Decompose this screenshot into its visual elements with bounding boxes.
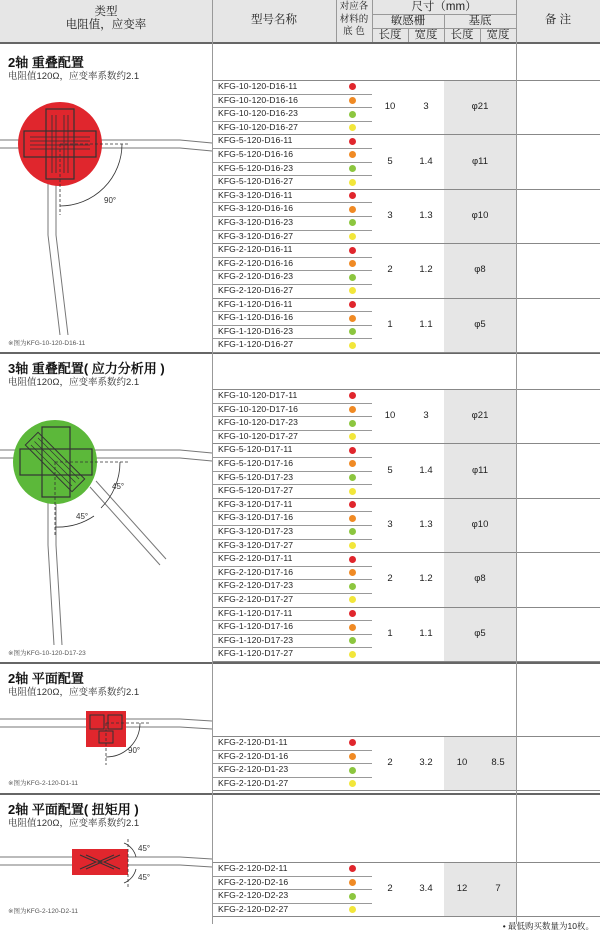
group-divider: [212, 916, 600, 917]
group-divider: [212, 498, 600, 499]
material-color-dot: [349, 315, 356, 322]
material-color-dot: [349, 301, 356, 308]
size-header: 尺寸（mm）: [411, 1, 477, 13]
material-color-dot: [349, 328, 356, 335]
material-color-dot: [349, 515, 356, 522]
grid-width: 1.4: [419, 464, 433, 476]
model-name: KFG-2-120-D17-11: [218, 553, 293, 564]
material-color-dot: [349, 274, 356, 281]
material-color-dot: [349, 138, 356, 145]
base-diameter: φ10: [471, 210, 489, 221]
model-name: KFG-2-120-D1-23: [218, 764, 289, 775]
section-divider: [0, 662, 600, 664]
grid-width: 1.2: [419, 264, 433, 276]
grid-length: 10: [384, 101, 396, 113]
model-name: KFG-10-120-D17-11: [218, 390, 298, 400]
grid-width: 1.1: [419, 318, 433, 330]
group-divider: [212, 80, 600, 81]
model-name: KFG-10-120-D17-27: [218, 430, 299, 441]
model-name: KFG-3-120-D17-27: [218, 539, 294, 550]
model-name: KFG-5-120-D17-11: [218, 444, 293, 455]
model-name: KFG-3-120-D16-11: [218, 189, 293, 200]
base-length-header: 长度: [450, 29, 474, 41]
base-diameter: φ21: [471, 410, 489, 422]
material-header-line1: 对应各: [339, 1, 369, 12]
material-color-dot: [349, 287, 356, 294]
group-divider: [212, 134, 600, 135]
material-color-dot: [349, 111, 356, 118]
model-name: KFG-1-120-D17-23: [218, 634, 294, 645]
base-diameter: φ21: [471, 101, 489, 113]
model-name: KFG-10-120-D16-11: [218, 81, 298, 91]
material-header-line2: 材料的: [339, 13, 369, 25]
material-color-dot: [349, 906, 356, 913]
material-color-dot: [349, 83, 356, 90]
material-color-dot: [349, 624, 356, 631]
model-name: KFG-2-120-D2-23: [218, 890, 289, 901]
group-divider: [212, 552, 600, 553]
base-width: 7: [495, 883, 501, 895]
type-header: [0, 6, 212, 32]
group-divider: [212, 443, 600, 444]
material-color-dot: [349, 460, 356, 467]
model-name: KFG-3-120-D17-16: [218, 512, 294, 523]
section-subtitle: 电阻值120Ω，应变率系数约2.1: [8, 818, 140, 829]
material-color-dot: [349, 124, 356, 131]
model-name: KFG-3-120-D16-27: [218, 230, 294, 241]
model-name: KFG-2-120-D16-16: [218, 257, 294, 268]
group-divider: [212, 661, 600, 662]
model-name: KFG-2-120-D16-27: [218, 285, 294, 295]
model-name: KFG-1-120-D17-11: [218, 607, 293, 618]
material-color-dot: [349, 610, 356, 617]
grid-length: 1: [387, 627, 393, 639]
angle-label: 45°: [138, 844, 151, 853]
grid-width: 1.4: [419, 155, 433, 167]
material-color-dot: [349, 219, 356, 226]
model-name: KFG-10-120-D17-16: [218, 403, 299, 414]
model-name: KFG-1-120-D16-16: [218, 312, 294, 323]
material-color-dot: [349, 865, 356, 872]
model-name: KFG-2-120-D2-16: [218, 876, 289, 887]
group-divider: [212, 352, 600, 353]
group-divider: [212, 736, 600, 737]
model-name: KFG-3-120-D16-16: [218, 203, 294, 214]
material-color-dot: [349, 260, 356, 267]
model-name: KFG-10-120-D16-27: [218, 121, 299, 132]
angle-label: 45°: [138, 873, 151, 882]
model-name: KFG-2-120-D16-23: [218, 271, 294, 282]
material-color-dot: [349, 192, 356, 199]
material-color-dot: [349, 879, 356, 886]
grid-width: 3: [423, 101, 429, 113]
section-title: 2轴 重叠配置: [8, 55, 84, 70]
grid-header: 敏感栅: [390, 15, 426, 27]
group-divider: [212, 862, 600, 863]
grid-length: 2: [387, 264, 393, 276]
two-axis-planar-figure: [0, 705, 212, 775]
model-name: KFG-5-120-D17-23: [218, 471, 294, 482]
type-header-line1: 类型: [94, 6, 118, 18]
material-color-dot: [349, 542, 356, 549]
model-name: KFG-10-120-D17-23: [218, 417, 299, 428]
grid-length: 2: [387, 757, 393, 769]
model-name: KFG-5-120-D16-23: [218, 162, 294, 173]
section-subtitle: 电阻值120Ω，应变率系数约2.1: [8, 377, 140, 388]
material-color-dot: [349, 342, 356, 349]
group-divider: [212, 790, 600, 791]
group-divider: [212, 389, 600, 390]
model-name: KFG-2-120-D16-11: [218, 244, 293, 255]
material-color-dot: [349, 179, 356, 186]
group-divider: [212, 298, 600, 299]
material-color-dot: [349, 651, 356, 658]
model-name: KFG-5-120-D16-16: [218, 149, 294, 159]
base-diameter: φ8: [474, 264, 486, 276]
grid-length: 2: [387, 883, 393, 895]
material-color-dot: [349, 488, 356, 495]
material-color-dot: [349, 420, 356, 427]
section-title: 2轴 平面配置: [8, 671, 84, 686]
angle-label: 45°: [76, 512, 89, 521]
base-diameter: φ11: [471, 155, 489, 167]
material-header-line3: 底 色: [343, 26, 365, 37]
model-name: KFG-2-120-D17-23: [218, 580, 294, 591]
material-color-dot: [349, 247, 356, 254]
grid-width: 1.1: [419, 627, 433, 639]
section-subtitle: 电阻值120Ω，应变率系数约2.1: [8, 687, 140, 698]
material-color-dot: [349, 433, 356, 440]
base-width-header: 宽度: [486, 29, 510, 41]
material-color-dot: [349, 474, 356, 481]
model-name: KFG-3-120-D17-11: [218, 498, 293, 509]
grid-length: 2: [387, 573, 393, 585]
grid-length: 10: [384, 410, 396, 422]
two-axis-stacked-figure: [0, 85, 212, 335]
material-color-dot: [349, 780, 356, 787]
material-color-dot: [349, 501, 356, 508]
angle-label: 45°: [112, 482, 125, 491]
angle-label: 90°: [128, 746, 141, 755]
model-name: KFG-5-120-D17-16: [218, 458, 294, 468]
model-name: KFG-3-120-D16-23: [218, 217, 294, 227]
base-width: 8.5: [491, 757, 505, 769]
material-color-dot: [349, 165, 356, 172]
base-header: 基底: [468, 15, 492, 27]
model-name: KFG-10-120-D16-16: [218, 94, 299, 105]
model-name: KFG-5-120-D16-11: [218, 135, 293, 146]
model-name: KFG-5-120-D17-27: [218, 485, 294, 496]
model-name: KFG-2-120-D17-16: [218, 566, 294, 577]
material-color-dot: [349, 406, 356, 413]
model-header: 型号名称: [251, 14, 297, 26]
material-header: [336, 1, 372, 39]
model-name: KFG-10-120-D16-23: [218, 108, 299, 119]
grid-length: 5: [387, 155, 393, 167]
model-name: KFG-3-120-D17-23: [218, 526, 294, 536]
group-divider: [212, 243, 600, 244]
angle-label: 90°: [104, 196, 117, 205]
model-name: KFG-2-120-D1-16: [218, 750, 289, 761]
material-color-dot: [349, 392, 356, 399]
material-color-dot: [349, 753, 356, 760]
material-color-dot: [349, 528, 356, 535]
base-diameter: φ5: [474, 318, 486, 330]
model-name: KFG-1-120-D16-27: [218, 339, 294, 350]
material-color-dot: [349, 596, 356, 603]
grid-width: 3: [423, 410, 429, 422]
material-color-dot: [349, 767, 356, 774]
model-name: KFG-5-120-D16-27: [218, 176, 294, 187]
grid-length: 5: [387, 464, 393, 476]
figure-note: ※图为KFG-10-120-D17-23: [8, 650, 86, 657]
grid-width: 1.3: [419, 210, 433, 221]
three-axis-stacked-figure: [0, 395, 212, 645]
material-color-dot: [349, 569, 356, 576]
model-name: KFG-1-120-D16-23: [218, 325, 294, 336]
base-diameter: φ5: [474, 627, 486, 639]
grid-width: 3.2: [419, 757, 433, 769]
model-name: KFG-2-120-D2-27: [218, 903, 289, 914]
base-diameter: φ11: [471, 464, 489, 476]
base-length: 10: [456, 757, 468, 769]
material-color-dot: [349, 447, 356, 454]
section-subtitle: 电阻值120Ω，应变率系数约2.1: [8, 71, 140, 82]
grid-width-header: 宽度: [414, 29, 438, 41]
material-color-dot: [349, 893, 356, 900]
material-color-dot: [349, 637, 356, 644]
group-divider: [212, 189, 600, 190]
base-diameter: φ10: [471, 519, 489, 530]
base-length: 12: [456, 883, 468, 895]
grid-length: 1: [387, 318, 393, 330]
table-header: [0, 0, 600, 44]
material-color-dot: [349, 556, 356, 563]
grid-length: 3: [387, 210, 393, 221]
grid-width: 1.2: [419, 573, 433, 585]
section-title: 2轴 平面配置( 扭矩用 ): [8, 802, 139, 817]
model-name: KFG-2-120-D1-27: [218, 777, 289, 788]
type-header-line2: 电阻值，应变率: [65, 19, 147, 31]
material-color-dot: [349, 583, 356, 590]
material-color-dot: [349, 739, 356, 746]
material-color-dot: [349, 233, 356, 240]
remarks-header: 备 注: [544, 14, 572, 26]
grid-width: 1.3: [419, 519, 433, 530]
model-name: KFG-1-120-D17-27: [218, 648, 294, 659]
two-axis-torque-figure: [0, 835, 212, 905]
group-divider: [212, 607, 600, 608]
grid-width: 3.4: [419, 883, 433, 895]
figure-note: ※图为KFG-2-120-D2-11: [8, 908, 78, 915]
material-color-dot: [349, 151, 356, 158]
figure-note: ※图为KFG-10-120-D16-11: [8, 340, 86, 347]
figure-note: ※图为KFG-2-120-D1-11: [8, 780, 78, 787]
material-color-dot: [349, 206, 356, 213]
grid-length-header: 长度: [378, 29, 402, 41]
section-divider: [0, 793, 600, 795]
base-diameter: φ8: [474, 573, 486, 585]
model-name: KFG-2-120-D17-27: [218, 594, 294, 604]
grid-length: 3: [387, 519, 393, 530]
model-name: KFG-2-120-D1-11: [218, 737, 288, 747]
model-name: KFG-2-120-D2-11: [218, 863, 288, 873]
section-title: 3轴 重叠配置( 应力分析用 ): [8, 361, 165, 376]
minimum-order-note: • 最低购买数量为10枚。: [502, 921, 594, 931]
material-color-dot: [349, 97, 356, 104]
model-name: KFG-1-120-D16-11: [218, 298, 293, 309]
model-name: KFG-1-120-D17-16: [218, 621, 294, 632]
